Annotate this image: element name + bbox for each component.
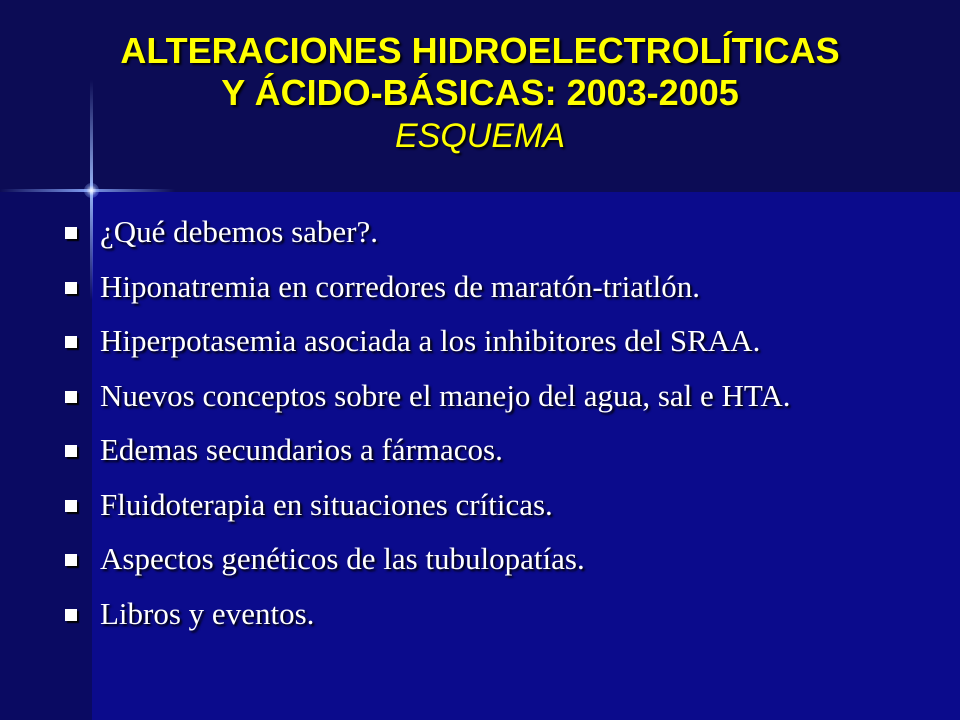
bullet-text: Edemas secundarios a fármacos. <box>100 432 503 467</box>
square-bullet-icon <box>65 609 77 621</box>
square-bullet-icon <box>65 500 77 512</box>
square-bullet-icon <box>65 336 77 348</box>
bullet-item <box>65 539 945 594</box>
bullet-text: Hiperpotasemia asociada a los inhibitores del SRAA. <box>100 323 761 358</box>
bullet-text: Libros y eventos. <box>100 595 315 631</box>
light-flare-sparkle-icon <box>84 183 99 198</box>
slide-title-line-2: Y ÁCIDO-BÁSICAS: 2003-2005 <box>221 72 739 113</box>
square-bullet-icon <box>65 554 77 566</box>
bullet-text: Fluidoterapia en situaciones críticas. <box>100 486 553 522</box>
square-bullet-icon <box>65 282 77 294</box>
bullet-item <box>65 267 945 322</box>
square-bullet-icon <box>65 227 77 239</box>
bullet-item <box>65 212 945 267</box>
square-bullet-icon <box>65 445 77 457</box>
square-bullet-icon <box>65 391 77 403</box>
bullet-item <box>65 485 945 540</box>
bullet-text: Nuevos conceptos sobre el manejo del agua, sal e HTA. <box>100 377 791 413</box>
bullet-item <box>65 594 945 649</box>
bullet-text: Hiponatremia en corredores de maratón-triatlón. <box>100 268 700 304</box>
bullet-list <box>65 212 945 648</box>
bullet-item <box>65 430 945 485</box>
bullet-item <box>65 321 945 376</box>
slide-title <box>0 30 960 158</box>
slide-title-line-1: ALTERACIONES HIDROELECTROLÍTICAS <box>120 30 840 71</box>
slide-subtitle: ESQUEMA <box>394 117 566 155</box>
bullet-text: Aspectos genéticos de las tubulopatías. <box>100 541 585 576</box>
bullet-text: ¿Qué debemos saber?. <box>100 214 379 249</box>
bullet-item <box>65 376 945 431</box>
